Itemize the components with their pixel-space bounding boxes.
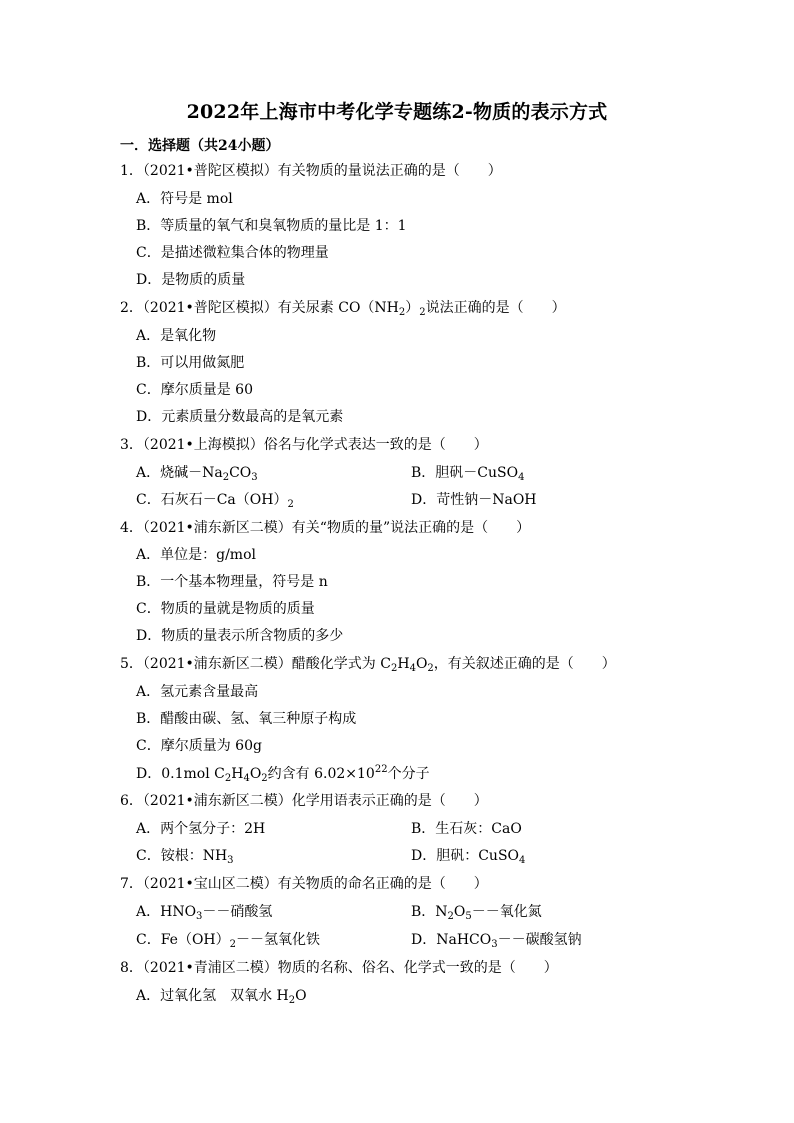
question-8-stem: 8．（2021•青浦区二模）物质的名称、俗名、化学式一致的是（ ） [120, 960, 558, 976]
question-4-stem: 4．（2021•浦东新区二模）有关“物质的量”说法正确的是（ ） [120, 520, 531, 536]
question-3-option-a: A．烧碱$-Na_2CO_3$ [136, 465, 258, 483]
question-5-option-d: D．0.1mol $C_2H_4O_2$约含有 $6.02\times 10^{22}$个分子 [136, 764, 430, 784]
question-4-option-a: A．单位是：g/mol [136, 547, 256, 563]
question-7-option-d: D．NaHCO$_3$－－碳酸氢钠 [411, 932, 582, 950]
question-6-option-b: B．生石灰：CaO [411, 821, 522, 837]
question-2-option-c: C．摩尔质量是 60 [136, 382, 253, 398]
question-1-option-d: D．是物质的质量 [136, 272, 246, 288]
question-6-option-a: A．两个氢分子：2H [136, 821, 266, 837]
question-4-option-c: C．物质的量就是物质的质量 [136, 601, 315, 617]
question-2-option-a: A．是氧化物 [136, 328, 217, 344]
question-3-option-c: C．石灰石$-Ca(OH)_2$ [136, 492, 294, 510]
question-1-option-c: C．是描述微粒集合体的物理量 [136, 245, 329, 261]
question-7-option-b: B．$N_2O_5--$氧化氮 [411, 904, 542, 922]
question-5-option-a: A．氢元素含量最高 [136, 684, 259, 700]
question-3-option-b: B．胆矾－CuSO$_4$ [411, 465, 525, 483]
question-1-stem: 1．（2021•普陀区模拟）有关物质的量说法正确的是（ ） [120, 163, 502, 179]
question-6-option-d: D．胆矾：CuSO$_4$ [411, 848, 526, 866]
question-6-stem: 6．（2021•浦东新区二模）化学用语表示正确的是（ ） [120, 793, 488, 809]
question-1-option-b: B．等质量的氧气和臭氧物质的量比是 1：1 [136, 218, 407, 234]
question-5-option-c: C．摩尔质量为 60g [136, 738, 262, 754]
section-heading: 一．选择题（共24小题） [120, 138, 280, 154]
question-2-option-d: D．元素质量分数最高的是氧元素 [136, 409, 344, 425]
question-1-option-a: A．符号是 mol [136, 191, 233, 207]
question-8-option-a: A．过氧化氢 双氧水 $H_2O$ [136, 988, 307, 1006]
question-3-option-d: D．苛性钠－NaOH [411, 492, 537, 508]
question-4-option-d: D．物质的量表示所含物质的多少 [136, 628, 344, 644]
question-4-option-b: B．一个基本物理量，符号是 n [136, 574, 328, 590]
question-7-stem: 7．（2021•宝山区二模）有关物质的命名正确的是（ ） [120, 876, 488, 892]
question-6-option-c: C．铵根：$NH_3$ [136, 848, 234, 866]
question-2-stem: 2．（2021•普陀区模拟）有关尿素 $CO(NH_2)_2$说法正确的是（ ） [120, 300, 566, 318]
question-7-option-a: A．$HNO_3--$硝酸氢 [136, 904, 273, 922]
question-5-stem: 5．（2021•浦东新区二模）醋酸化学式为 $C_2H_4O_2$，有关叙述正确的是（ ） [120, 656, 616, 674]
page-title: 2022年上海市中考化学专题练2-物质的表示方式 [186, 101, 608, 123]
question-7-option-c: C．$Fe(OH)_2--$氢氧化铁 [136, 932, 321, 950]
question-5-option-b: B．醋酸由碳、氢、氧三种原子构成 [136, 711, 357, 727]
question-2-option-b: B．可以用做氮肥 [136, 355, 245, 371]
question-3-stem: 3．（2021•上海模拟）俗名与化学式表达一致的是（ ） [120, 437, 488, 453]
